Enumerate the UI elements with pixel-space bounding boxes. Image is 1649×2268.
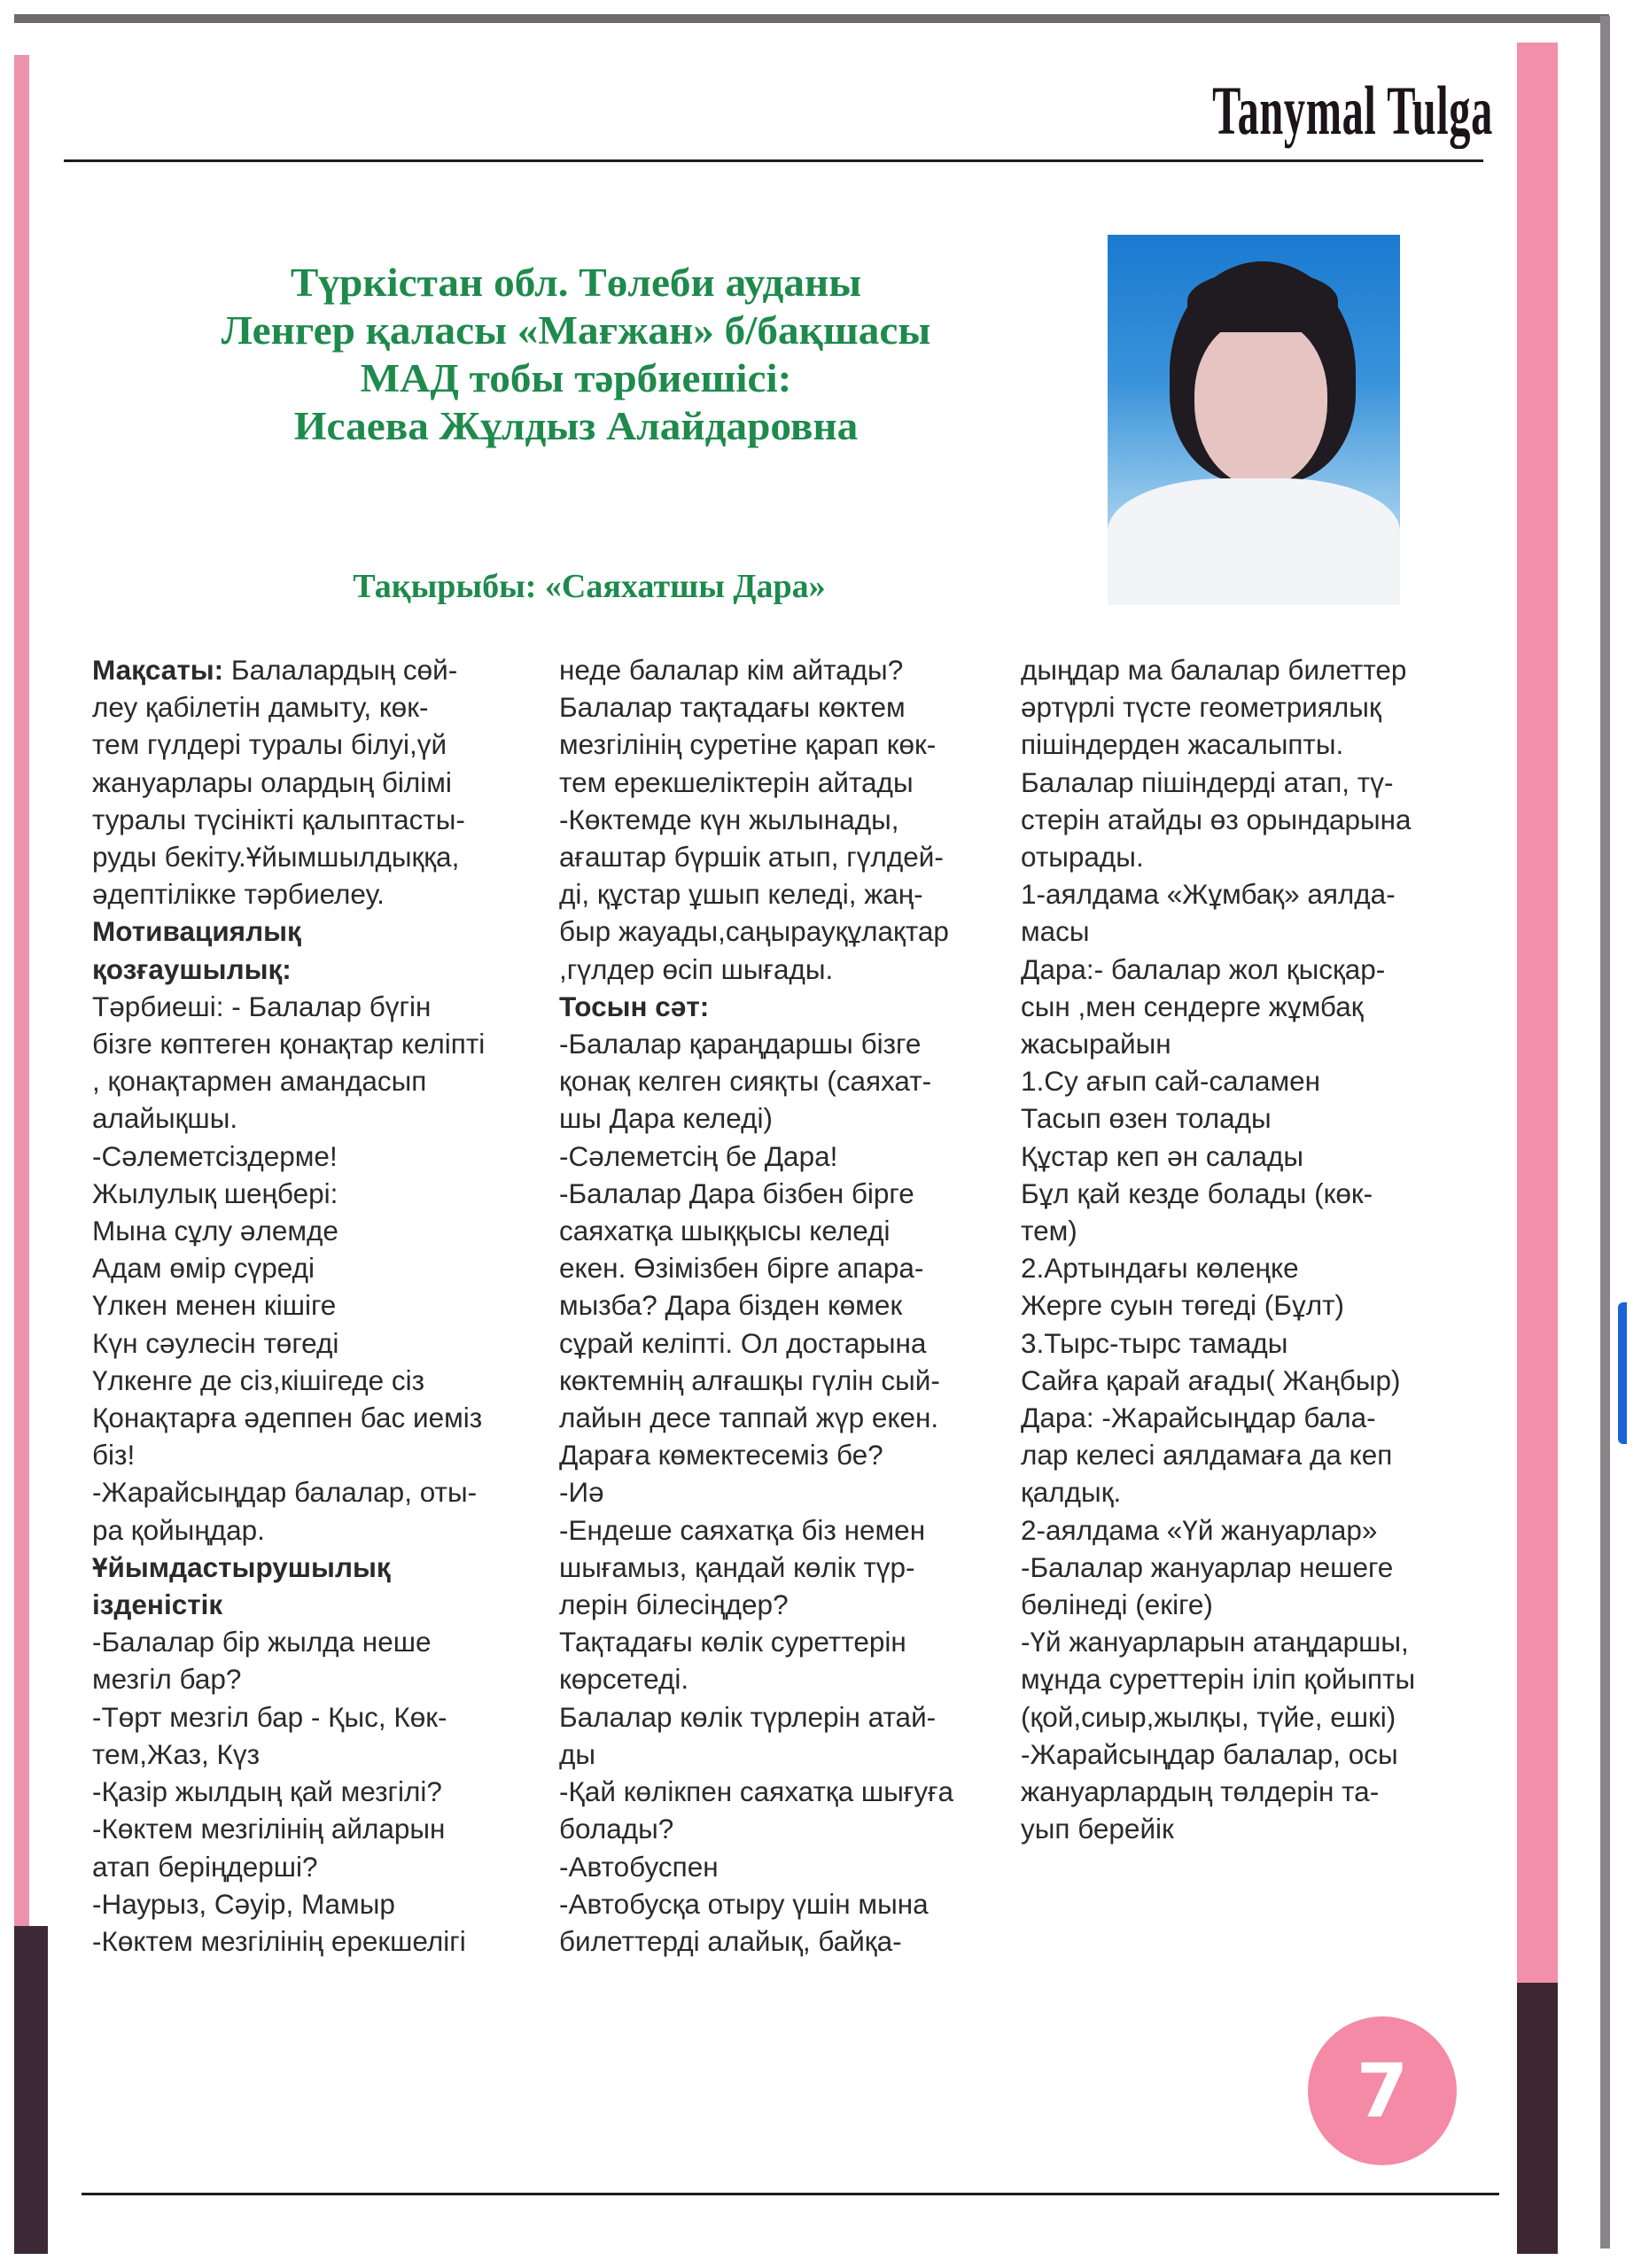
author-name: Исаева Жұлдыз Алайдаровна [293, 404, 859, 448]
body-text: Дара:- балалар жол қысқар- [1021, 952, 1386, 985]
text-line [92, 1025, 553, 1062]
text-line [559, 1549, 1020, 1586]
body-text: бізге көптеген қонақтар келіпті [92, 1028, 486, 1060]
text-line [1021, 1436, 1482, 1473]
body-text: , қонақтармен амандасып [92, 1065, 427, 1098]
text-line [92, 1436, 553, 1473]
body-text: руды бекіту.Ұйымшылдыққа, [92, 841, 460, 874]
page-number-badge: 7 [1308, 2016, 1457, 2165]
text-line [1021, 838, 1482, 875]
body-text: -Автобусқа отыру үшін мына [559, 1887, 929, 1920]
body-text: біз! [92, 1439, 136, 1472]
body-text: отырады. [1021, 841, 1144, 874]
text-line [1021, 1549, 1482, 1586]
text-line [559, 1885, 1020, 1922]
body-text: саяхатқа шыққысы келеді [559, 1215, 891, 1247]
body-text: көрсетеді. [559, 1663, 689, 1696]
body-text: -Балалар жануарлар нешеге [1021, 1550, 1394, 1583]
text-line [559, 988, 1020, 1025]
body-text: Күн сәулесін төгеді [92, 1326, 339, 1359]
text-line [92, 1212, 553, 1249]
text-line [1021, 1736, 1482, 1773]
body-text: -Жарайсыңдар балалар, оты- [92, 1476, 478, 1509]
body-text: ра қойыңдар. [92, 1513, 265, 1546]
text-line [92, 1511, 553, 1549]
body-text: ды [559, 1737, 596, 1770]
section-heading: Ұйымдастырушылық [92, 1550, 391, 1583]
body-text: леу қабілетін дамыту, көк- [92, 691, 429, 724]
body-text: -Қазір жылдың қай мезгілі? [92, 1775, 442, 1808]
text-line [92, 875, 553, 913]
section-heading: ізденістік [92, 1588, 223, 1621]
portrait-shirt [1108, 478, 1400, 605]
body-text: Балалар көлік түрлерін атай- [559, 1700, 937, 1733]
body-text: -Төрт мезгіл бар - Қыс, Көк- [92, 1700, 447, 1733]
text-line [1021, 1810, 1482, 1847]
text-line [559, 1399, 1020, 1436]
body-text: тем) [1021, 1215, 1077, 1247]
body-text: Қонақтарға әдеппен бас иеміз [92, 1402, 483, 1434]
body-text: билеттерді алайық, байқа- [559, 1924, 902, 1957]
top-scan-edge [14, 14, 1609, 23]
body-text: Үлкенге де сіз,кішігеде сіз [92, 1363, 425, 1396]
text-line [1021, 1623, 1482, 1660]
text-line [1021, 1249, 1482, 1286]
body-text: 2.Артындағы көлеңке [1021, 1252, 1299, 1285]
text-line [1021, 1586, 1482, 1623]
body-text: Сайға қарай ағады( Жаңбыр) [1021, 1363, 1401, 1396]
text-line [92, 1848, 553, 1885]
text-line [559, 1660, 1020, 1697]
body-text: көктемнің алғашқы гүлін сый- [559, 1363, 940, 1396]
body-text: Бұл қай кезде болады (көк- [1021, 1177, 1373, 1209]
body-text: -Көктемде күн жылынады, [559, 803, 899, 835]
text-line [1021, 1099, 1482, 1137]
body-text: екен. Өзімізбен бірге апара- [559, 1252, 924, 1285]
author-line: Түркістан обл. Төлеби ауданы [290, 260, 862, 305]
body-text: болады? [559, 1813, 674, 1845]
text-line [1021, 1025, 1482, 1062]
body-text: неде балалар кім айтады? [559, 654, 904, 686]
body-text: Жылулық шеңбері: [92, 1177, 338, 1209]
text-line [559, 651, 1020, 688]
text-line [92, 1062, 553, 1099]
text-line [92, 1885, 553, 1922]
text-line [92, 651, 553, 688]
body-text: 1.Су ағып сай-саламен [1021, 1065, 1321, 1098]
body-text: 1-аялдама «Жұмбақ» аялда- [1021, 878, 1396, 911]
text-line [1021, 1175, 1482, 1212]
text-line [559, 1175, 1020, 1212]
text-line [559, 1249, 1020, 1286]
portrait-bangs [1187, 270, 1338, 332]
body-text: -Иә [559, 1476, 604, 1509]
author-portrait-photo [1108, 235, 1400, 605]
text-line [92, 951, 553, 988]
body-text: 3.Тырс-тырс тамады [1021, 1326, 1288, 1359]
text-line [559, 688, 1020, 726]
text-line [559, 1362, 1020, 1399]
text-line [92, 1736, 553, 1773]
body-text: Жерге суын төгеді (Бұлт) [1021, 1289, 1345, 1322]
text-line [92, 1399, 553, 1436]
magazine-title: Tanymal Tulga [1212, 72, 1493, 149]
body-text: Балалар пішіндерді атап, тү- [1021, 765, 1394, 798]
text-line [559, 764, 1020, 801]
body-text: жасырайын [1021, 1028, 1171, 1060]
body-text: мызба? Дара бізден көмек [559, 1289, 903, 1322]
section-heading: Тосын сәт: [559, 990, 710, 1022]
body-text: ,гүлдер өсіп шығады. [559, 952, 834, 985]
text-line [92, 1138, 553, 1175]
text-line [1021, 913, 1482, 950]
text-line [559, 838, 1020, 875]
text-line [559, 726, 1020, 763]
body-text: -Үй жануарларын атаңдаршы, [1021, 1626, 1409, 1658]
text-line [559, 1473, 1020, 1511]
body-text: -Көктем мезгілінің айларын [92, 1813, 446, 1845]
text-line [1021, 1399, 1482, 1436]
body-text: пішіндерден жасалыпты. [1021, 728, 1344, 761]
body-text: сұрай келіпті. Ол достарына [559, 1326, 927, 1359]
text-line [559, 1698, 1020, 1736]
section-heading: Мақсаты: [92, 654, 224, 686]
text-line [1021, 801, 1482, 838]
section-heading: Мотивациялық [92, 915, 301, 948]
body-text: Тақтадағы көлік суреттерін [559, 1626, 906, 1658]
text-line [1021, 764, 1482, 801]
text-line [1021, 951, 1482, 988]
body-text: тем,Жаз, Күз [92, 1737, 261, 1770]
body-text: атап беріңдерші? [92, 1850, 318, 1883]
body-text: -Балалар бір жылда неше [92, 1626, 432, 1658]
text-line [559, 1025, 1020, 1062]
body-text: шы Дара келеді) [559, 1102, 773, 1135]
body-text: лайын десе таппай жүр екен. [559, 1402, 939, 1434]
right-scan-edge [1600, 16, 1610, 2249]
body-text: -Автобуспен [559, 1850, 719, 1883]
text-line [1021, 1062, 1482, 1099]
text-line [92, 764, 553, 801]
body-text: Балалардың сөй- [223, 654, 458, 686]
body-text: жануарлардың төлдерін та- [1021, 1775, 1380, 1808]
footer-divider [82, 2193, 1499, 2195]
text-line [92, 1286, 553, 1324]
text-line [92, 1362, 553, 1399]
body-text: (қой,сиыр,жылқы, түйе, ешкі) [1021, 1700, 1396, 1733]
text-line [559, 1099, 1020, 1137]
text-line [92, 1773, 553, 1810]
text-line [92, 801, 553, 838]
body-text: мезгілінің суретіне қарап көк- [559, 728, 937, 761]
body-text: 2-аялдама «Үй жануарлар» [1021, 1513, 1378, 1546]
left-decorative-strip [14, 55, 29, 1926]
body-text: масы [1021, 915, 1090, 948]
body-text: сын ,мен сендерге жұмбақ [1021, 990, 1364, 1022]
body-text: -Сәлеметсің бе Дара! [559, 1139, 838, 1172]
text-line [559, 875, 1020, 913]
text-line [92, 1175, 553, 1212]
text-line [1021, 1473, 1482, 1511]
body-text: алайықшы. [92, 1102, 238, 1135]
body-text: -Сәлеметсіздерме! [92, 1139, 338, 1172]
text-line [92, 1810, 553, 1847]
text-line [92, 1623, 553, 1660]
text-line [1021, 1138, 1482, 1175]
text-column-3 [1021, 651, 1482, 1848]
lesson-topic: Тақырыбы: «Саяхатшы Дара» [353, 568, 826, 605]
text-line [559, 1848, 1020, 1885]
portrait-face [1194, 319, 1327, 487]
body-text: лерін білесіңдер? [559, 1588, 789, 1621]
body-text: Үлкен менен кішіге [92, 1289, 337, 1322]
body-text: туралы түсінікті қалыптасты- [92, 803, 465, 835]
body-text: мұнда суреттерін іліп қойыпты [1021, 1663, 1416, 1696]
text-line [92, 1249, 553, 1286]
right-edge-tab-mark [1618, 1302, 1627, 1444]
text-line [92, 1660, 553, 1697]
body-text: дыңдар ма балалар билеттер [1021, 654, 1407, 686]
text-line [559, 1138, 1020, 1175]
body-text: ағаштар бүршік атып, гүлдей- [559, 841, 944, 874]
text-line [559, 1736, 1020, 1773]
text-line [1021, 1212, 1482, 1249]
body-text: -Ендеше саяхатқа біз немен [559, 1513, 926, 1546]
author-line: МАД тобы тәрбиешісі: [360, 356, 792, 400]
right-decorative-strip-dark [1517, 1983, 1558, 2254]
text-line [1021, 1773, 1482, 1810]
body-text: стерін атайды өз орындарына [1021, 803, 1412, 835]
body-text: быр жауады,саңырауқұлақтар [559, 915, 949, 948]
body-text: тем гүлдері туралы білуі,үй [92, 728, 447, 761]
text-line [559, 1324, 1020, 1362]
text-line [1021, 1698, 1482, 1736]
text-line [559, 1586, 1020, 1623]
text-line [92, 1099, 553, 1137]
text-line [559, 1511, 1020, 1549]
body-text: мезгіл бар? [92, 1663, 242, 1696]
section-heading: қозғаушылық: [92, 952, 292, 985]
text-line [559, 951, 1020, 988]
text-line [1021, 726, 1482, 763]
body-text: Дараға көмектесеміз бе? [559, 1439, 883, 1472]
text-line [1021, 1286, 1482, 1324]
text-line [1021, 1362, 1482, 1399]
body-text: лар келесі аялдамаға да кеп [1021, 1439, 1393, 1472]
text-line [1021, 1324, 1482, 1362]
left-decorative-strip-dark [14, 1926, 48, 2254]
text-line [92, 1473, 553, 1511]
text-line [1021, 875, 1482, 913]
text-line [559, 801, 1020, 838]
text-line [559, 1062, 1020, 1099]
right-decorative-strip [1517, 43, 1558, 1983]
body-text: Дара: -Жарайсыңдар бала- [1021, 1402, 1376, 1434]
text-line [92, 1324, 553, 1362]
body-text: қалдық. [1021, 1476, 1122, 1509]
author-info [97, 259, 1054, 450]
body-text: қонақ келген сияқты (саяхат- [559, 1065, 932, 1098]
body-text: -Көктем мезгілінің ерекшелігі [92, 1924, 466, 1957]
text-line [559, 1810, 1020, 1847]
text-line [1021, 988, 1482, 1025]
body-text: уып берейік [1021, 1813, 1174, 1845]
body-text: Тасып өзен толады [1021, 1102, 1272, 1135]
body-text: Балалар тақтадағы көктем [559, 691, 906, 724]
text-line [92, 726, 553, 763]
header-divider [64, 159, 1483, 162]
text-line [559, 1922, 1020, 1960]
text-column-1 [92, 651, 553, 1960]
text-line [92, 1549, 553, 1586]
body-text: әртүрлі түсте геометриялық [1021, 691, 1381, 724]
body-text: -Наурыз, Сәуір, Мамыр [92, 1887, 395, 1920]
body-text: -Жарайсыңдар балалар, осы [1021, 1737, 1398, 1770]
text-line [559, 1286, 1020, 1324]
text-line [92, 838, 553, 875]
text-line [559, 913, 1020, 950]
text-line [92, 1586, 553, 1623]
text-line [92, 1698, 553, 1736]
body-text: -Балалар қараңдаршы бізге [559, 1028, 922, 1060]
text-line [1021, 1511, 1482, 1549]
body-text: Адам өмір сүреді [92, 1252, 315, 1285]
text-line [559, 1436, 1020, 1473]
text-line [1021, 1660, 1482, 1697]
text-line [92, 1922, 553, 1960]
body-text: шығамыз, қандай көлік түр- [559, 1550, 915, 1583]
body-text: бөлінеді (екіге) [1021, 1588, 1213, 1621]
text-line [92, 988, 553, 1025]
body-text: әдептілікке тәрбиелеу. [92, 878, 385, 911]
text-line [1021, 651, 1482, 688]
body-text: ді, құстар ұшып келеді, жаң- [559, 878, 923, 911]
body-text: Құстар кеп ән салады [1021, 1139, 1304, 1172]
body-text: Мына сұлу әлемде [92, 1215, 338, 1247]
text-line [559, 1623, 1020, 1660]
text-column-2 [559, 651, 1020, 1960]
text-line [559, 1773, 1020, 1810]
author-line: Ленгер қаласы «Мағжан» б/бақшасы [221, 308, 931, 353]
body-text: жануарлары олардың білімі [92, 765, 452, 798]
body-text: -Қай көлікпен саяхатқа шығуға [559, 1775, 954, 1808]
text-line [92, 688, 553, 726]
body-text: Тәрбиеші: - Балалар бүгін [92, 990, 432, 1022]
text-line [1021, 688, 1482, 726]
text-line [559, 1212, 1020, 1249]
text-line [92, 913, 553, 950]
body-text: тем ерекшеліктерін айтады [559, 765, 914, 798]
body-text: -Балалар Дара бізбен бірге [559, 1177, 914, 1209]
